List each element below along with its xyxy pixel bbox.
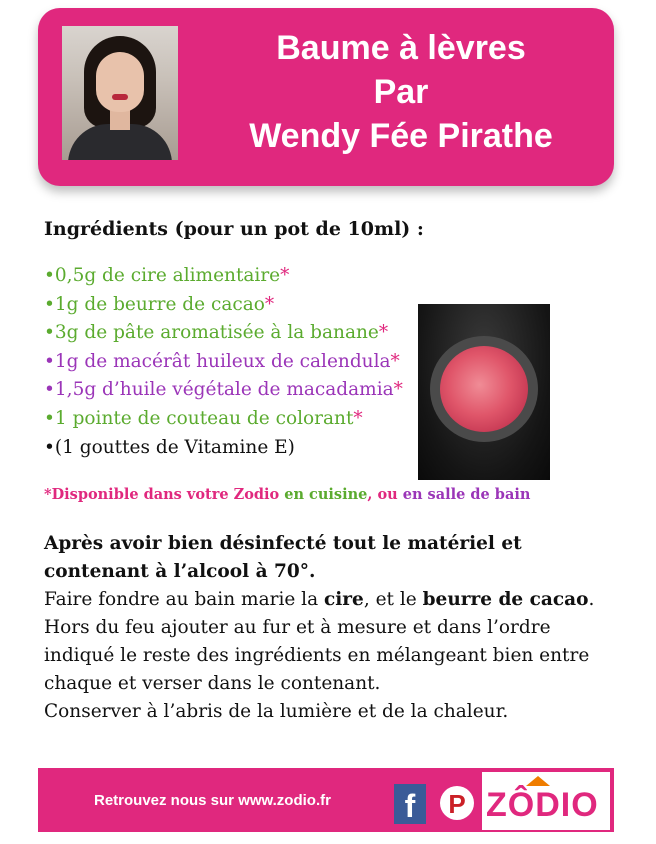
- footer-link[interactable]: Retrouvez nous sur www.zodio.fr: [94, 792, 331, 809]
- title-line-2: Par: [373, 73, 429, 111]
- instructions-step-mix: Hors du feu ajouter au fur et à mesure et dans l’ordre indiqué le reste des ingrédients en mélangeant bien entre chaque et verser dans le contenant.: [44, 617, 590, 694]
- list-item: •3g de pâte aromatisée à la banane*: [44, 322, 389, 344]
- lip-balm-jar-photo: [418, 304, 550, 480]
- zodio-roof-icon: [526, 776, 550, 786]
- list-item: •1g de macérât huileux de calendula*: [44, 350, 400, 372]
- header-banner: [38, 8, 614, 186]
- footer-banner: [38, 768, 614, 832]
- pinterest-icon[interactable]: P: [440, 786, 474, 820]
- instructions-intro: Après avoir bien désinfecté tout le matériel et contenant à l’alcool à 70°.: [44, 533, 522, 582]
- list-item: •1 pointe de couteau de colorant*: [44, 407, 363, 429]
- list-item: •0,5g de cire alimentaire*: [44, 265, 290, 286]
- list-item: •(1 gouttes de Vitamine E): [44, 436, 295, 458]
- list-item: •1g de beurre de cacao*: [44, 293, 275, 315]
- title-line-1: Baume à lèvres: [276, 29, 526, 67]
- facebook-icon[interactable]: f: [394, 784, 426, 824]
- ingredients-list: [44, 262, 403, 462]
- ingredients-title: Ingrédients (pour un pot de 10ml) :: [44, 218, 424, 240]
- author-photo: [62, 26, 178, 160]
- zodio-logo[interactable]: ZÔDIO: [482, 772, 610, 830]
- list-item: •1,5g d’huile végétale de macadamia*: [44, 379, 403, 401]
- availability-note: *Disponible dans votre Zodio en cuisine, ou en salle de bain: [44, 486, 531, 503]
- page-title: [188, 26, 614, 158]
- instructions: [44, 530, 604, 726]
- title-line-3: Wendy Fée Pirathe: [249, 117, 553, 155]
- instructions-step-melt: Faire fondre au bain marie la cire, et le beurre de cacao.: [44, 589, 595, 610]
- instructions-storage: Conserver à l’abris de la lumière et de la chaleur.: [44, 701, 509, 722]
